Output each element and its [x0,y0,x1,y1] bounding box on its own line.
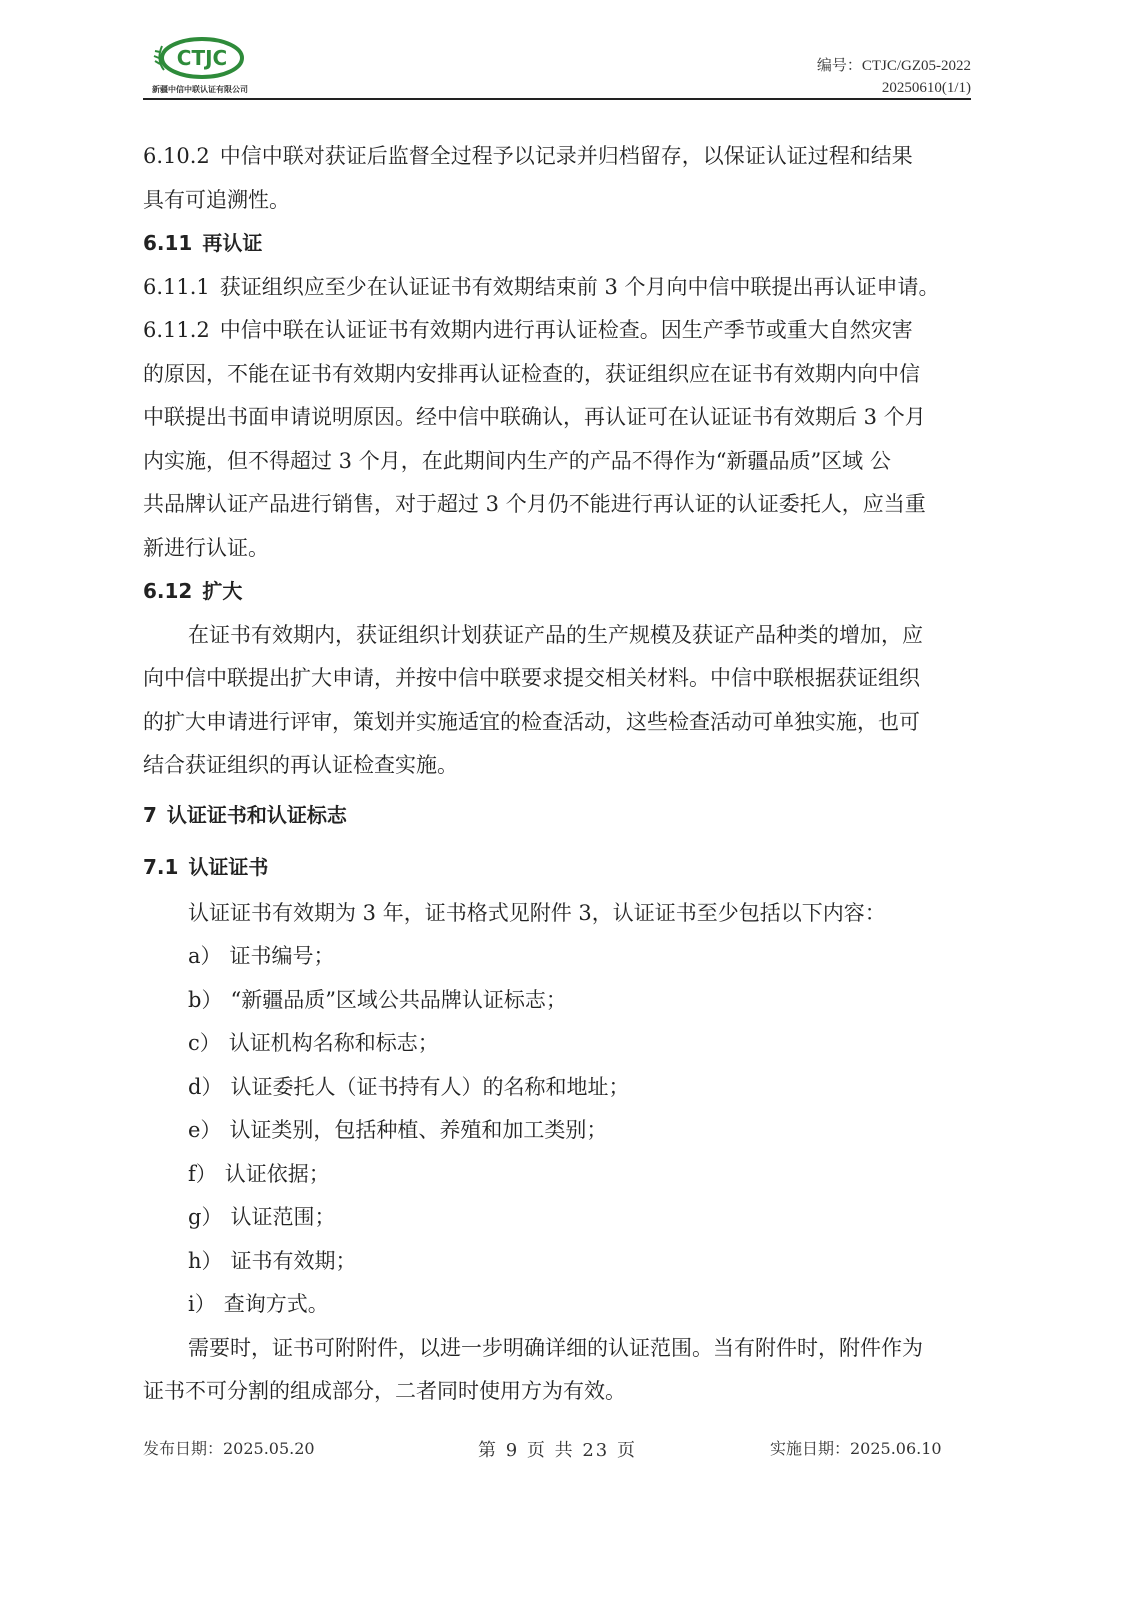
logo-text: CTJC [176,46,228,70]
paragraph-line [143,353,979,397]
paragraph-line [143,701,979,745]
page-number: 第 9 页 共 23 页 [478,1440,637,1461]
clause-number: 6.10.2 [143,144,210,168]
paragraph-text: 中信中联对获证后监督全过程予以记录并归档留存，以保证认证过程和结果 [219,144,913,168]
list-item-text: 认证类别，包括种植、养殖和加工类别； [229,1118,608,1142]
section-title: 再认证 [202,231,263,255]
list-item-text: 认证依据； [224,1161,330,1186]
paragraph-text: 具有可追溯性。 [143,187,290,212]
list-item [143,1022,979,1066]
list-item [143,1066,979,1110]
list-item [143,935,979,979]
section-title: 扩大 [202,579,243,603]
paragraph-line [143,483,979,527]
paragraph-line [143,527,979,571]
paragraph-line [143,657,979,701]
section-number: 7 [143,802,157,827]
clause-number: 6.11.2 [143,318,210,342]
paragraph-text: 中联提出书面申请说明原因。经中信中联确认，再认证可在认证证书有效期后 3 个月 [143,405,926,429]
list-item-text: 认证机构名称和标志； [228,1031,439,1055]
document-version: 20250610(1/1) [881,80,971,96]
paragraph-line [143,179,979,223]
list-item-label: c） [188,1031,221,1055]
clause-number: 6.11.1 [143,274,210,299]
list-item-text: 认证范围； [230,1205,336,1229]
list-item-label: e） [188,1118,222,1142]
paragraph-line [143,135,979,179]
paragraph-text: 需要时，证书可附附件，以进一步明确详细的认证范围。当有附件时，附件作为 [188,1335,923,1360]
list-item [143,1153,979,1197]
section-heading [143,842,979,892]
list-item-label: a） [188,944,222,968]
list-item-text: 查询方式。 [223,1292,329,1316]
paragraph-text: 的扩大申请进行评审，策划并实施适宜的检查活动，这些检查活动可单独实施，也可 [143,709,920,734]
paragraph-text: 向中信中联提出扩大申请，并按中信中联要求提交相关材料。中信中联根据获证组织 [143,666,920,690]
list-item [143,1240,979,1284]
section-number: 7.1 [143,854,179,879]
paragraph-text: 新进行认证。 [143,535,269,560]
list-item-label: d） [188,1074,223,1099]
header-divider [143,98,971,100]
list-item-label: i） [188,1292,216,1316]
list-item-text: 认证委托人（证书持有人）的名称和地址； [230,1074,630,1099]
list-item-text: 证书编号； [229,944,335,968]
section-heading [143,222,979,266]
list-item-label: f） [188,1161,217,1186]
paragraph-line [143,892,979,936]
company-name: 新疆中信中联认证有限公司 [152,85,248,94]
list-item-label: g） [188,1205,223,1229]
paragraph-line [143,1370,979,1414]
section-title: 认证证书和认证标志 [166,802,347,827]
list-item [143,1109,979,1153]
section-title: 认证证书 [188,854,269,879]
paragraph-line [143,744,979,788]
document-info [817,55,971,99]
paragraph-line [143,614,979,658]
paragraph-line [143,440,979,484]
section-heading [143,570,979,614]
list-item-text: “新疆品质”区域公共品牌认证标志； [230,987,567,1012]
document-code: 编号：CTJC/GZ05-2022 [816,58,971,74]
section-number: 6.11 [143,231,193,255]
paragraph-text: 内实施，但不得超过 3 个月，在此期间内生产的产品不得作为“新疆品质”区域 公 [143,448,891,473]
paragraph-line [143,1327,979,1371]
list-item [143,979,979,1023]
paragraph-text: 共品牌认证产品进行销售，对于超过 3 个月仍不能进行再认证的认证委托人，应当重 [143,492,926,516]
list-item-label: b） [188,987,223,1012]
paragraph-text: 证书不可分割的组成部分，二者同时使用方为有效。 [143,1379,626,1403]
paragraph-text: 认证证书有效期为 3 年，证书格式见附件 3，认证证书至少包括以下内容： [188,900,886,925]
section-number: 6.12 [143,579,193,603]
list-item [143,1196,979,1240]
document-body [143,135,979,1414]
paragraph-text: 中信中联在认证证书有效期内进行再认证检查。因生产季节或重大自然灾害 [219,318,913,342]
paragraph-text: 在证书有效期内，获证组织计划获证产品的生产规模及获证产品种类的增加，应 [188,622,923,647]
list-item [143,1283,979,1327]
effective-date: 实施日期：2025.06.10 [770,1439,942,1458]
list-item-text: 证书有效期； [230,1248,357,1273]
list-item-label: h） [188,1248,223,1273]
paragraph-text: 获证组织应至少在认证证书有效期结束前 3 个月向中信中联提出再认证申请。 [219,274,940,299]
paragraph-text: 的原因，不能在证书有效期内安排再认证检查的，获证组织应在证书有效期内向中信 [143,361,920,386]
section-heading [143,790,979,840]
publish-date: 发布日期：2025.05.20 [143,1439,315,1458]
paragraph-text: 结合获证组织的再认证检查实施。 [143,753,458,777]
paragraph-line [143,266,979,310]
paragraph-line [143,396,979,440]
paragraph-line [143,309,979,353]
